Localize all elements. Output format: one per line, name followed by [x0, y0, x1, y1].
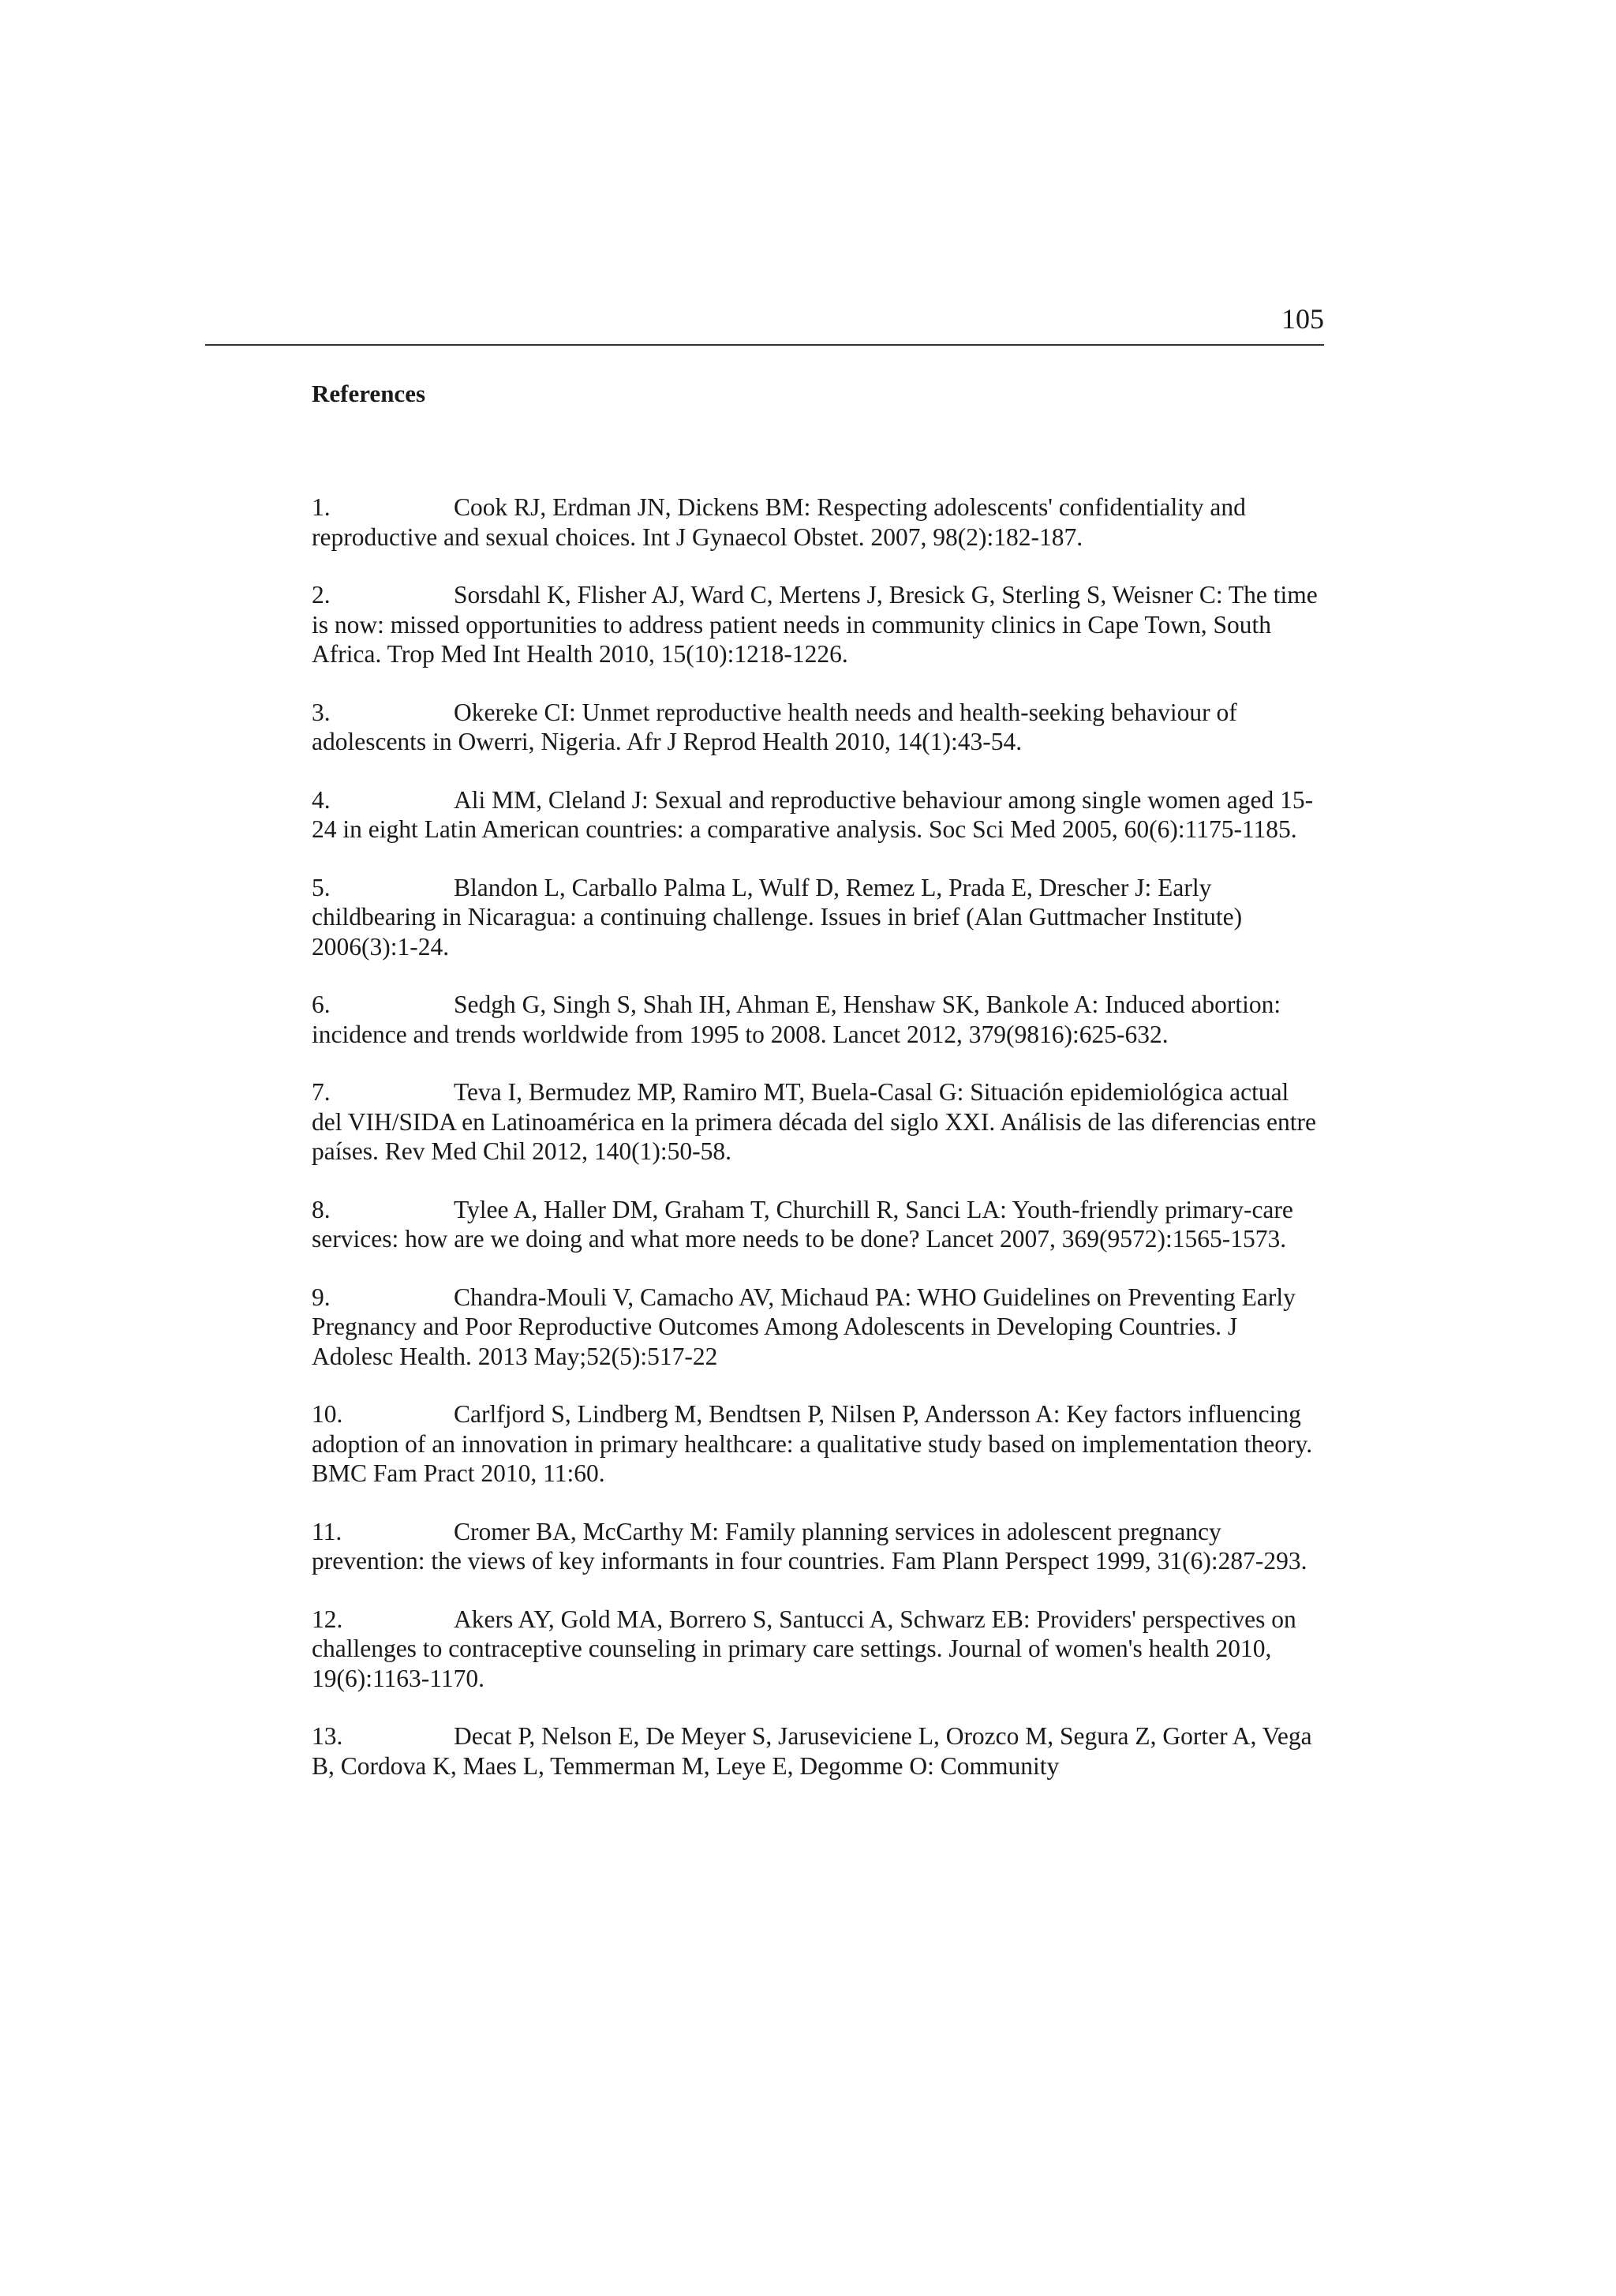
reference-text: Decat P, Nelson E, De Meyer S, Jaruseviciene L, Orozco M, Segura Z, Gorter A, Vega B, Cordova K, Maes L, Temmerman M, Leye E, Degomme O: Community: [312, 1722, 1312, 1780]
reference-number: 9.: [312, 1283, 331, 1311]
section-heading: References: [312, 380, 426, 407]
reference-number: 11.: [312, 1517, 342, 1545]
reference-text: Ali MM, Cleland J: Sexual and reproductive behaviour among single women aged 15-24 in eight Latin American countries: a comparative analysis. Soc Sci Med 2005, 60(6):1175-1185.: [312, 785, 1314, 843]
reference-text: Blandon L, Carballo Palma L, Wulf D, Remez L, Prada E, Drescher J: Early childbearing in Nicaragua: a continuing challenge. Issues in brief (Alan Guttmacher Institute) 2006(3):1-24.: [312, 873, 1243, 961]
reference-number: 8.: [312, 1195, 331, 1223]
reference-text: Cook RJ, Erdman JN, Dickens BM: Respecting adolescents' confidentiality and reproductive and sexual choices. Int J Gynaecol Obstet. 2007, 98(2):182-187.: [312, 493, 1246, 551]
reference-text: Akers AY, Gold MA, Borrero S, Santucci A, Schwarz EB: Providers' perspectives on challenges to contraceptive counseling in primary care settings. Journal of women's health 2010, 19(6):1163-1170.: [312, 1605, 1296, 1692]
reference-item: [312, 1721, 1322, 1781]
page-number: 105: [1281, 303, 1324, 335]
reference-item: [312, 580, 1322, 669]
reference-item: [312, 1195, 1322, 1254]
reference-text: Cromer BA, McCarthy M: Family planning services in adolescent pregnancy prevention: the views of key informants in four countries. Fam Plann Perspect 1999, 31(6):287-293.: [312, 1517, 1307, 1575]
reference-number: 10.: [312, 1400, 343, 1428]
reference-item: [312, 1517, 1322, 1576]
reference-number: 13.: [312, 1722, 343, 1750]
reference-item: [312, 1283, 1322, 1372]
reference-item: [312, 1605, 1322, 1694]
reference-item: [312, 990, 1322, 1049]
reference-text: Sorsdahl K, Flisher AJ, Ward C, Mertens J, Bresick G, Sterling S, Weisner C: The time is now: missed opportunities to address patient needs in community clinics in Cape Town, South Africa. Trop Med Int Health 2010, 15(10):1218-1226.: [312, 581, 1318, 668]
reference-text: Tylee A, Haller DM, Graham T, Churchill R, Sanci LA: Youth-friendly primary-care services: how are we doing and what more needs to be done? Lancet 2007, 369(9572):1565-1573.: [312, 1195, 1293, 1253]
reference-number: 2.: [312, 581, 331, 609]
header-rule: [205, 344, 1324, 346]
reference-number: 6.: [312, 991, 331, 1018]
reference-text: Sedgh G, Singh S, Shah IH, Ahman E, Henshaw SK, Bankole A: Induced abortion: incidence and trends worldwide from 1995 to 2008. Lancet 2012, 379(9816):625-632.: [312, 991, 1281, 1048]
reference-number: 12.: [312, 1605, 343, 1633]
reference-item: [312, 493, 1322, 552]
reference-number: 5.: [312, 873, 331, 901]
reference-item: [312, 698, 1322, 757]
reference-list: [312, 493, 1322, 1809]
reference-number: 4.: [312, 785, 331, 814]
reference-item: [312, 1399, 1322, 1489]
reference-text: Chandra-Mouli V, Camacho AV, Michaud PA: WHO Guidelines on Preventing Early Pregnancy and Poor Reproductive Outcomes Among Adolescents in Developing Countries. J Adolesc Health. 2013 May;52(5):517-22: [312, 1283, 1296, 1370]
reference-item: [312, 1077, 1322, 1167]
reference-number: 7.: [312, 1078, 331, 1106]
reference-text: Carlfjord S, Lindberg M, Bendtsen P, Nilsen P, Andersson A: Key factors influencing adoption of an innovation in primary healthcare: a qualitative study based on implementation theory. BMC Fam Pract 2010, 11:60.: [312, 1400, 1313, 1487]
reference-text: Okereke CI: Unmet reproductive health needs and health-seeking behaviour of adolescents in Owerri, Nigeria. Afr J Reprod Health 2010, 14(1):43-54.: [312, 698, 1237, 755]
reference-number: 3.: [312, 698, 331, 726]
reference-item: [312, 873, 1322, 962]
reference-text: Teva I, Bermudez MP, Ramiro MT, Buela-Casal G: Situación epidemiológica actual del VIH/SIDA en Latinoamérica en la primera década del siglo XXI. Análisis de las diferencias entre países. Rev Med Chil 2012, 140(1):50-58.: [312, 1078, 1316, 1165]
reference-item: [312, 785, 1322, 845]
reference-number: 1.: [312, 493, 331, 521]
